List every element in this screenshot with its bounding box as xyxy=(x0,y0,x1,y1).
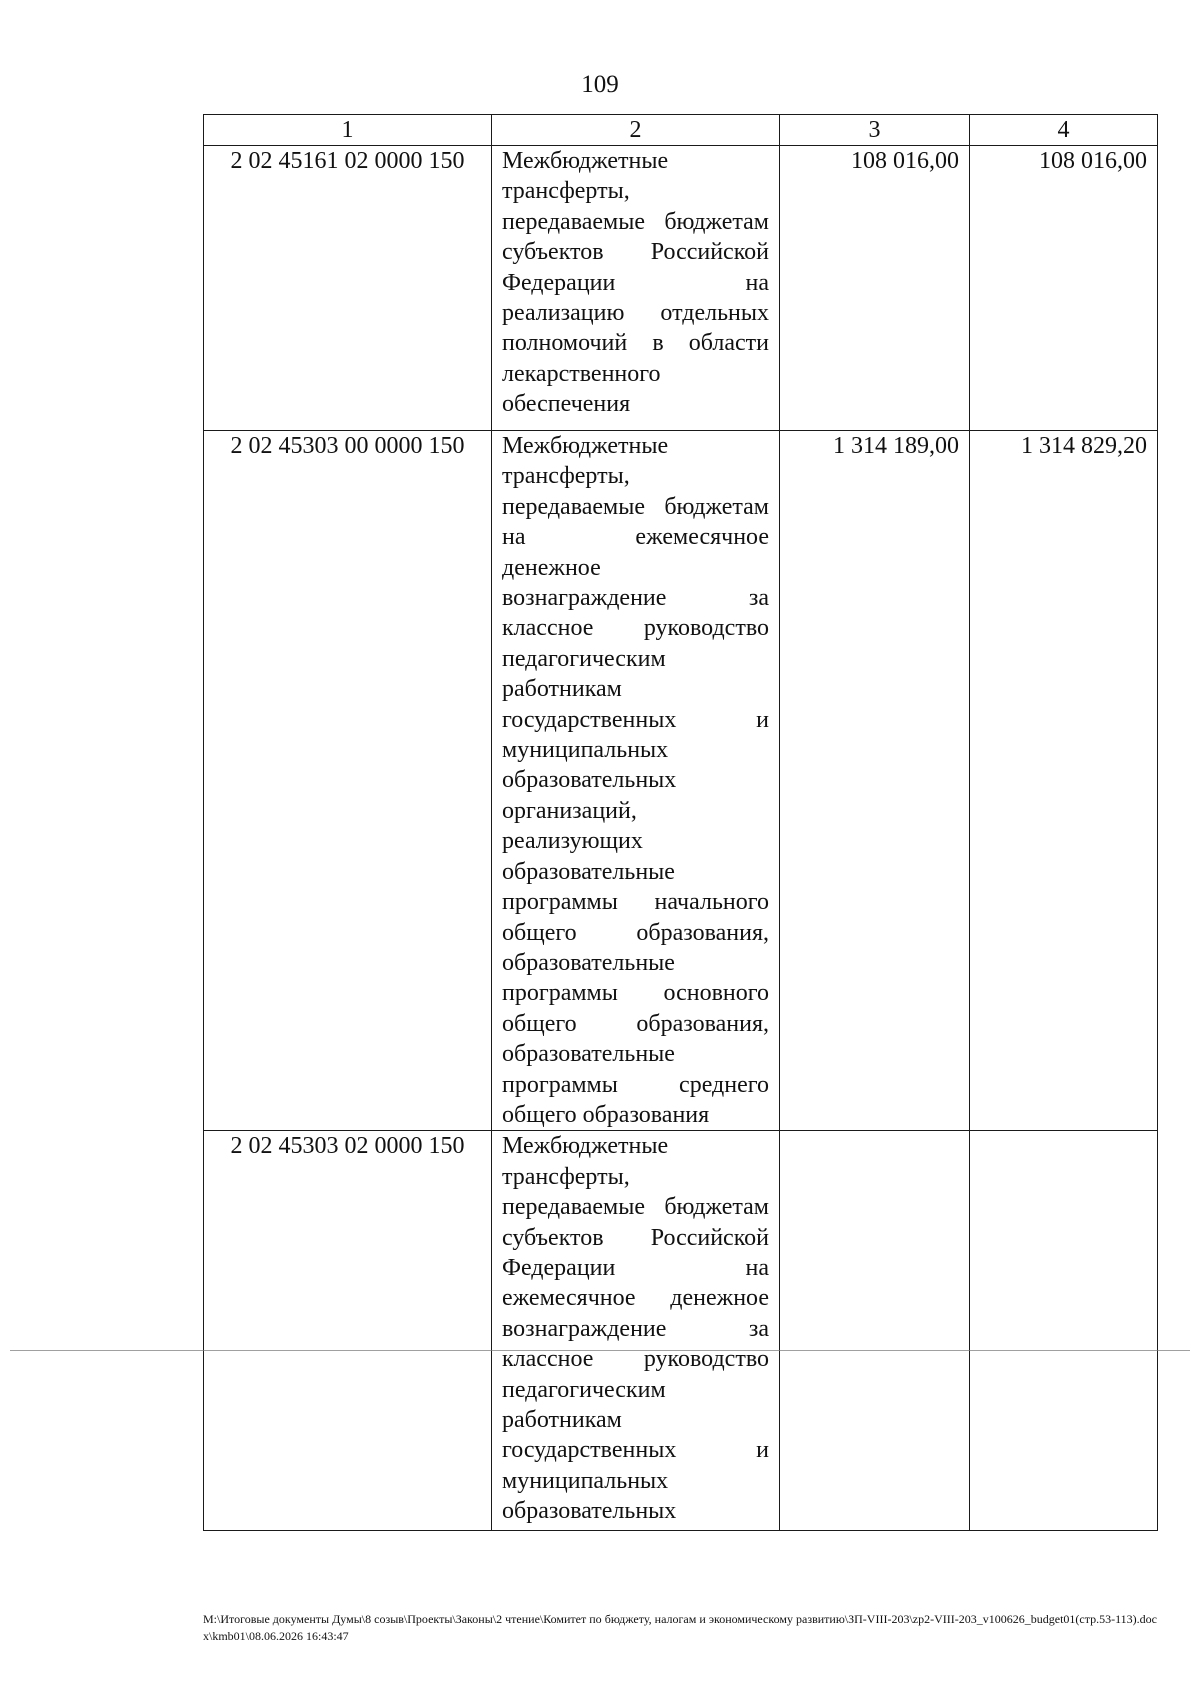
description-cell: Межбюджетные трансферты, передаваемые бюджетам на ежемесячное денежное вознаграждение за классное руководство педагогическим работникам государственных и муниципальных образовательных организаций, реализующих образовательные программы начального общего образования, образовательные программы основного общего образования, образовательные программы среднего общего образования xyxy=(492,431,780,1131)
column-header-2: 2 xyxy=(492,115,780,146)
description-cell: Межбюджетные трансферты, передаваемые бюджетам субъектов Российской Федерации на ежемесячное денежное вознаграждение за классное руководство педагогическим работникам государственных и муниципальных образовательных xyxy=(492,1131,780,1531)
budget-code-cell: 2 02 45303 02 0000 150 xyxy=(204,1131,492,1531)
value-col3-cell: 1 314 189,00 xyxy=(780,431,970,1131)
table-row xyxy=(204,431,1158,1131)
table-row xyxy=(204,1131,1158,1531)
value-col4-cell xyxy=(970,1131,1158,1531)
column-header-3: 3 xyxy=(780,115,970,146)
value-col3-cell xyxy=(780,1131,970,1531)
value-col4-cell: 1 314 829,20 xyxy=(970,431,1158,1131)
budget-code-cell: 2 02 45303 00 0000 150 xyxy=(204,431,492,1131)
column-header-1: 1 xyxy=(204,115,492,146)
table-row xyxy=(204,146,1158,431)
value-col4-cell: 108 016,00 xyxy=(970,146,1158,431)
table-header-row xyxy=(204,115,1158,146)
scan-artifact-line xyxy=(10,1350,1190,1351)
description-cell: Межбюджетные трансферты, передаваемые бюджетам субъектов Российской Федерации на реализацию отдельных полномочий в области лекарственного обеспечения xyxy=(492,146,780,431)
budget-table xyxy=(203,114,1158,1531)
value-col3-cell: 108 016,00 xyxy=(780,146,970,431)
column-header-4: 4 xyxy=(970,115,1158,146)
budget-code-cell: 2 02 45161 02 0000 150 xyxy=(204,146,492,431)
page-number: 109 xyxy=(581,71,619,98)
footer-file-path: M:\Итоговые документы Думы\8 созыв\Проекты\Законы\2 чтение\Комитет по бюджету, налогам и экономическому развитию\ЗП-VIII-203\zp2-VIII-203_v100626_budget01(стр.53-113).docx\kmb01\08.06.2026 16:43:47 xyxy=(203,1612,1157,1643)
